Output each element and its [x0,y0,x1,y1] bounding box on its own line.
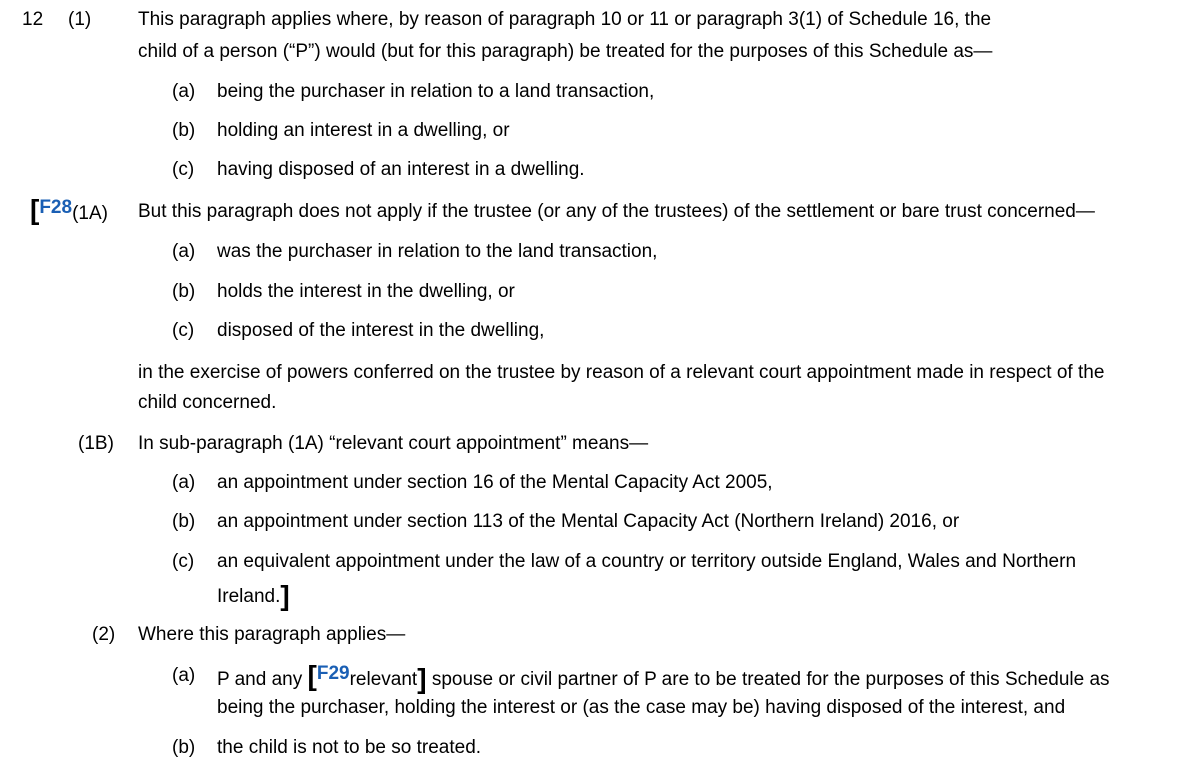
item-1B-c-text-line2 [217,581,290,609]
amendment-f29-close-bracket: ] [417,663,427,694]
subparagraph-1A-label: (1A) [72,203,108,224]
item-1A-b-label: (b) [172,281,196,302]
paragraph-number: 12 [22,9,44,30]
item-1-c-label: (c) [172,159,195,180]
item-1-b-text: holding an interest in a dwelling, or [217,120,510,141]
subparagraph-1A-tail-line1: in the exercise of powers conferred on the trustee by reason of a relevant court appointment made in respect of the [138,362,1105,383]
amendment-ref-f28-link[interactable]: F28 [39,197,73,218]
item-1-a-text: being the purchaser in relation to a land transaction, [217,81,655,102]
item-1B-a-text: an appointment under section 16 of the Mental Capacity Act 2005, [217,472,773,493]
amendment-open-bracket: [ [30,194,40,225]
item-1A-c-label: (c) [172,320,195,341]
amendment-f29-open-bracket: [ [307,660,317,691]
item-1-c-text: having disposed of an interest in a dwelling. [217,159,585,180]
item-2-b-label: (b) [172,737,196,758]
item-2-a-label: (a) [172,665,196,686]
item-1-b-label: (b) [172,120,196,141]
amendment-f29-inserted-word: relevant [349,669,418,690]
item-2-a-line1 [217,660,1110,694]
item-1B-c-text-line1: an equivalent appointment under the law of a country or territory outside England, Wales and Northern [217,551,1077,572]
subparagraph-2-label: (2) [92,624,116,645]
item-1A-a-label: (a) [172,241,196,262]
amendment-f28 [30,194,108,226]
item-1B-b-text: an appointment under section 113 of the Mental Capacity Act (Northern Ireland) 2016, or [217,511,960,532]
subparagraph-1B-label: (1B) [78,433,114,454]
subparagraph-1-label: (1) [68,9,92,30]
item-1A-a-text: was the purchaser in relation to the land transaction, [217,241,658,262]
item-1B-b-label: (b) [172,511,196,532]
item-1A-b-text: holds the interest in the dwelling, or [217,281,515,302]
item-1B-c-text-line2-words: Ireland. [217,586,281,607]
item-2-b-text: the child is not to be so treated. [217,737,482,758]
subparagraph-2-text: Where this paragraph applies— [138,624,406,645]
item-2-a-line2: being the purchaser, holding the interest or (as the case may be) having disposed of the interest, and [217,697,1066,718]
item-1A-c-text: disposed of the interest in the dwelling, [217,320,545,341]
item-2-a-after: spouse or civil partner of P are to be treated for the purposes of this Schedule as [431,669,1110,690]
item-1-a-label: (a) [172,81,196,102]
subparagraph-1A-text: But this paragraph does not apply if the trustee (or any of the trustees) of the settlement or bare trust concerned— [138,201,1095,222]
subparagraph-1B-text: In sub-paragraph (1A) “relevant court appointment” means— [138,433,649,454]
item-2-a-before: P and any [217,669,303,690]
amendment-f28-close-bracket: ] [280,580,290,611]
subparagraph-1-text-line2: child of a person (“P”) would (but for this paragraph) be treated for the purposes of this Schedule as— [138,41,993,62]
amendment-ref-f29-link[interactable]: F29 [316,663,350,684]
subparagraph-1A-tail-line2: child concerned. [138,392,277,413]
item-1B-a-label: (a) [172,472,196,493]
item-1B-c-label: (c) [172,551,195,572]
subparagraph-1-text-line1: This paragraph applies where, by reason of paragraph 10 or 11 or paragraph 3(1) of Schedule 16, the [138,9,992,30]
